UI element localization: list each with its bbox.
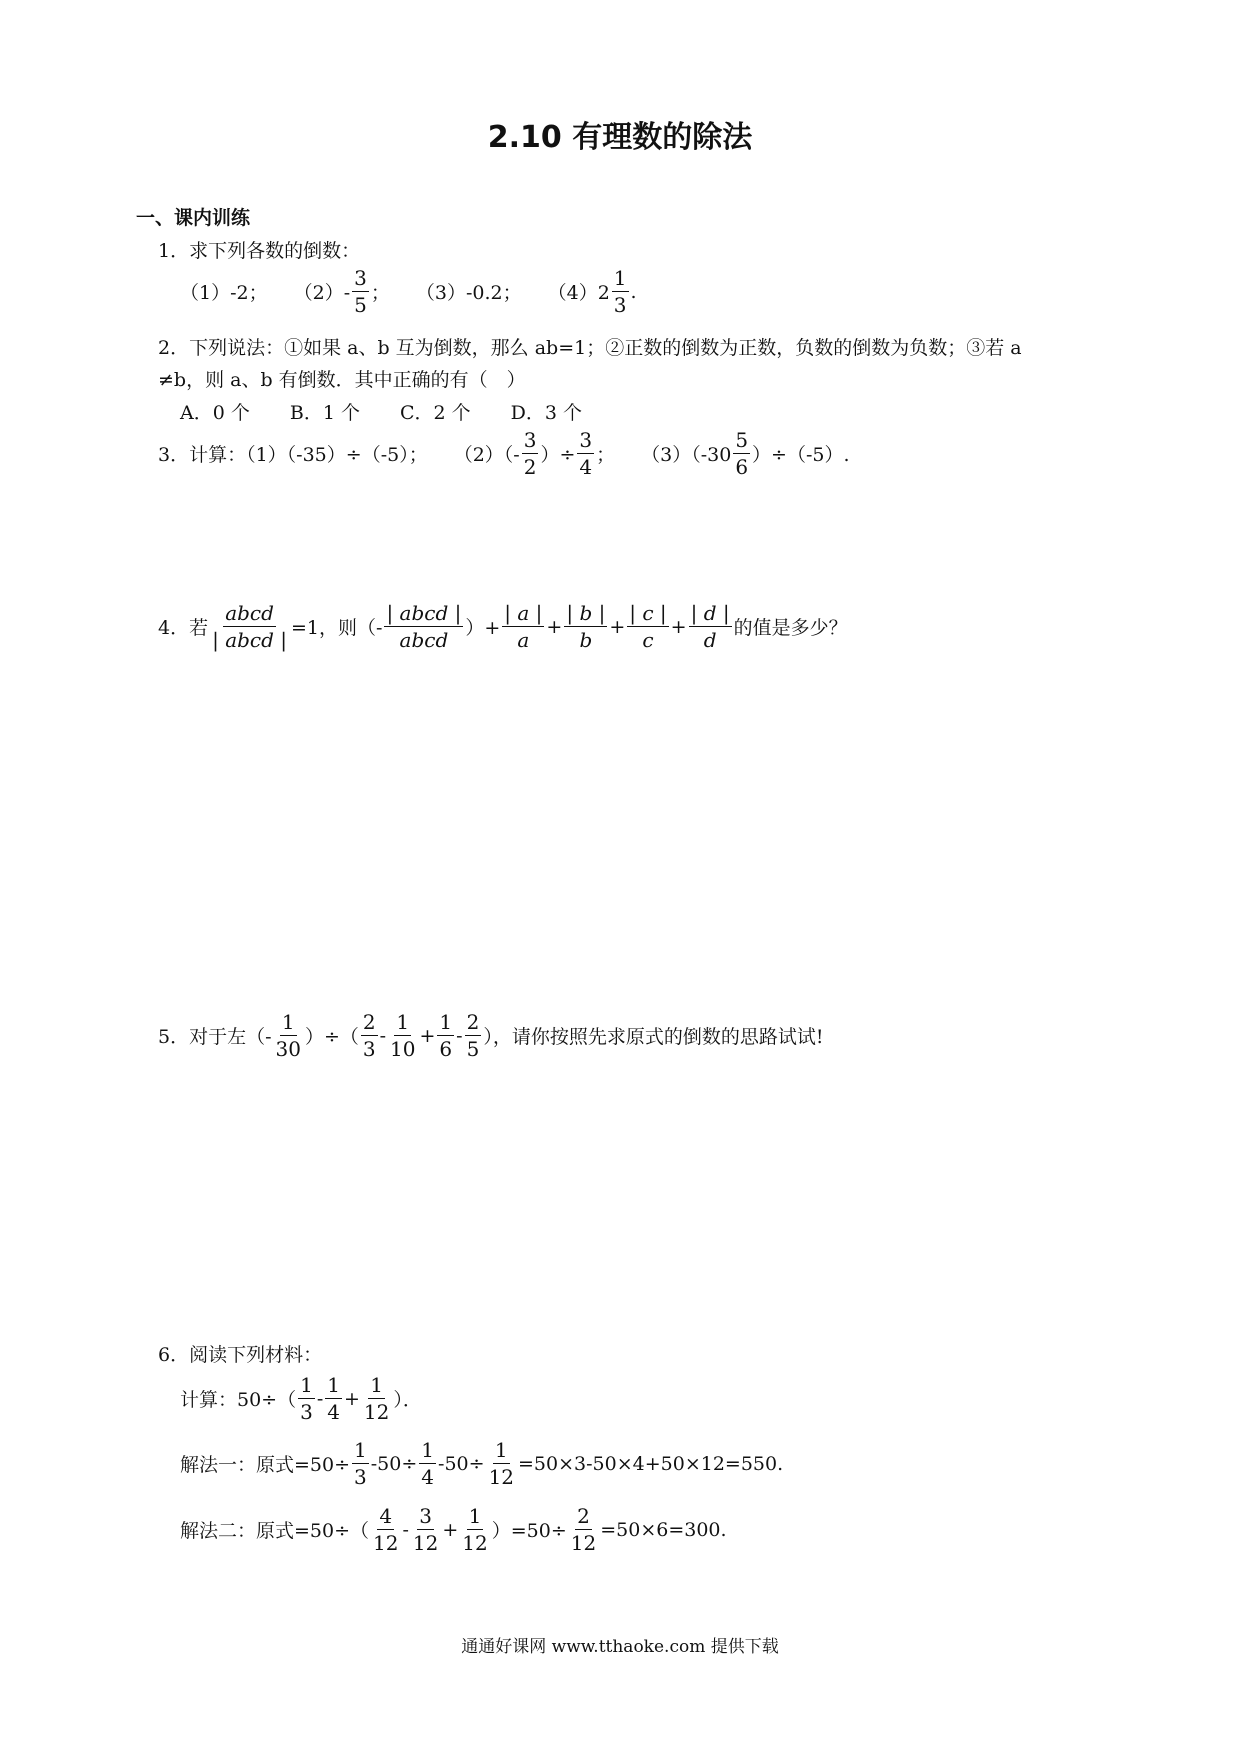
question-6-calc: 计算：50÷（ $\frac{1}{3}$ - $\frac{1}{4}$ + $\frac{1}{12}$ ）． xyxy=(180,1373,422,1424)
question-5: 5．对于左（- $\frac{1}{30}$ ）÷（ $\frac{2}{3}$ - $\frac{1}{10}$ + $\frac{1}{6}$ - $\frac{2}{5}$ ），请你按照先求原式的倒数的思路试试! xyxy=(158,1010,824,1061)
q1-part-4: （4）2 xyxy=(547,282,610,304)
option-b: B．1 个 xyxy=(289,402,360,424)
fraction: $\frac{3}{4}$ xyxy=(579,428,593,479)
fraction: $\frac{| c |}{c}$ xyxy=(629,601,667,652)
question-1-stem: 1．求下列各数的倒数： xyxy=(158,240,361,262)
option-c: C．2 个 xyxy=(399,402,471,424)
fraction: $\frac{1}{12}$ xyxy=(488,1438,515,1489)
fraction: $\frac{2}{5}$ xyxy=(466,1010,480,1061)
fraction: $\frac{1}{30}$ xyxy=(275,1010,301,1061)
fraction: $\frac{1}{3}$ xyxy=(354,1438,367,1489)
question-1-parts: （1）-2； （2）- $\frac{3}{5}$ ； （3）-0.2； （4）2 $\frac{1}{3}$ . xyxy=(180,266,637,317)
fraction: $\frac{1}{6}$ xyxy=(439,1010,453,1061)
fraction: $\frac{1}{12}$ xyxy=(462,1504,488,1555)
fraction: $\frac{1}{12}$ xyxy=(363,1373,390,1424)
question-3: 3．计算：（1）（-35）÷（-5）； （2）（- $\frac{3}{2}$ ）÷ $\frac{3}{4}$ ； （3）（-30 $\frac{5}{6}$ ）÷（-5）. xyxy=(158,428,850,479)
q1-part-2: （2）- xyxy=(293,282,351,304)
fraction: $\frac{| a |}{a}$ xyxy=(504,601,543,652)
q1-part-1: （1）-2； xyxy=(180,282,268,304)
fraction: $\frac{1}{4}$ xyxy=(421,1438,435,1489)
fraction: $\frac{| b |}{b}$ xyxy=(566,601,606,652)
fraction: $\frac{\text{| abcd |}}{\text{abcd}}$ xyxy=(386,601,462,652)
question-6-method-2: 解法二：原式=50÷（ $\frac{4}{12}$ - $\frac{3}{12}$ + $\frac{1}{12}$ ）=50÷ $\frac{2}{12}$ =50×6=300. xyxy=(180,1504,727,1555)
fraction: $\frac{1}{4}$ xyxy=(327,1373,340,1424)
fraction: $\frac{2}{12}$ xyxy=(570,1504,597,1555)
option-d: D．3 个 xyxy=(510,402,582,424)
fraction: $\frac{| d |}{d}$ xyxy=(690,601,730,652)
fraction: $\frac{1}{3}$ xyxy=(613,266,627,317)
q3-part-3: （3）（-30 xyxy=(641,444,732,466)
fraction: $\frac{3}{5}$ xyxy=(354,266,367,317)
q1-part-3: （3）-0.2； xyxy=(415,282,522,304)
fraction: $\frac{4}{12}$ xyxy=(373,1504,399,1555)
fraction: $\frac{1}{10}$ xyxy=(390,1010,416,1061)
q3-part-2: （2）（- xyxy=(453,444,520,466)
fraction: $\frac{2}{3}$ xyxy=(362,1010,376,1061)
question-4: 4．若 $\frac{\text{abcd}}{\text{| abcd |}}$ =1，则（- $\frac{\text{| abcd |}}{\text{abcd}}$ ）+ $\frac{| a |}{a}$ + $\frac{| b |}{b}$ + $\frac{| c |}{c}$ + $\frac{| d |}{d}$ 的值是多少？ xyxy=(158,601,848,652)
page-title: 2.10 有理数的除法 xyxy=(487,120,753,155)
fraction: $\frac{\text{abcd}}{\text{| abcd |}}$ xyxy=(212,601,288,652)
option-a: A．0 个 xyxy=(180,402,250,424)
fraction: $\frac{5}{6}$ xyxy=(735,428,749,479)
question-2-line-1: 2．下列说法：①如果 a、b 互为倒数，那么 ab=1；②正数的倒数为正数，负数的倒数为负数；③若 a xyxy=(158,337,1022,359)
fraction: $\frac{3}{2}$ xyxy=(523,428,537,479)
question-2-line-2: ≠b，则 a、b 有倒数．其中正确的有（ ） xyxy=(158,369,526,391)
fraction: $\frac{1}{3}$ xyxy=(300,1373,313,1424)
q3-part-1: 3．计算：（1）（-35）÷（-5）； xyxy=(158,444,428,466)
section-heading: 一、课内训练 xyxy=(136,207,251,229)
fraction: $\frac{3}{12}$ xyxy=(412,1504,439,1555)
question-2-options xyxy=(180,398,582,425)
question-6-stem: 6．阅读下列材料： xyxy=(158,1344,323,1366)
footer-source: 通通好课网 www.tthaoke.com 提供下载 xyxy=(461,1637,779,1657)
question-6-method-1: 解法一：原式=50÷ $\frac{1}{3}$ -50÷ $\frac{1}{4}$ -50÷ $\frac{1}{12}$ =50×3-50×4+50×12=550. xyxy=(180,1438,784,1489)
